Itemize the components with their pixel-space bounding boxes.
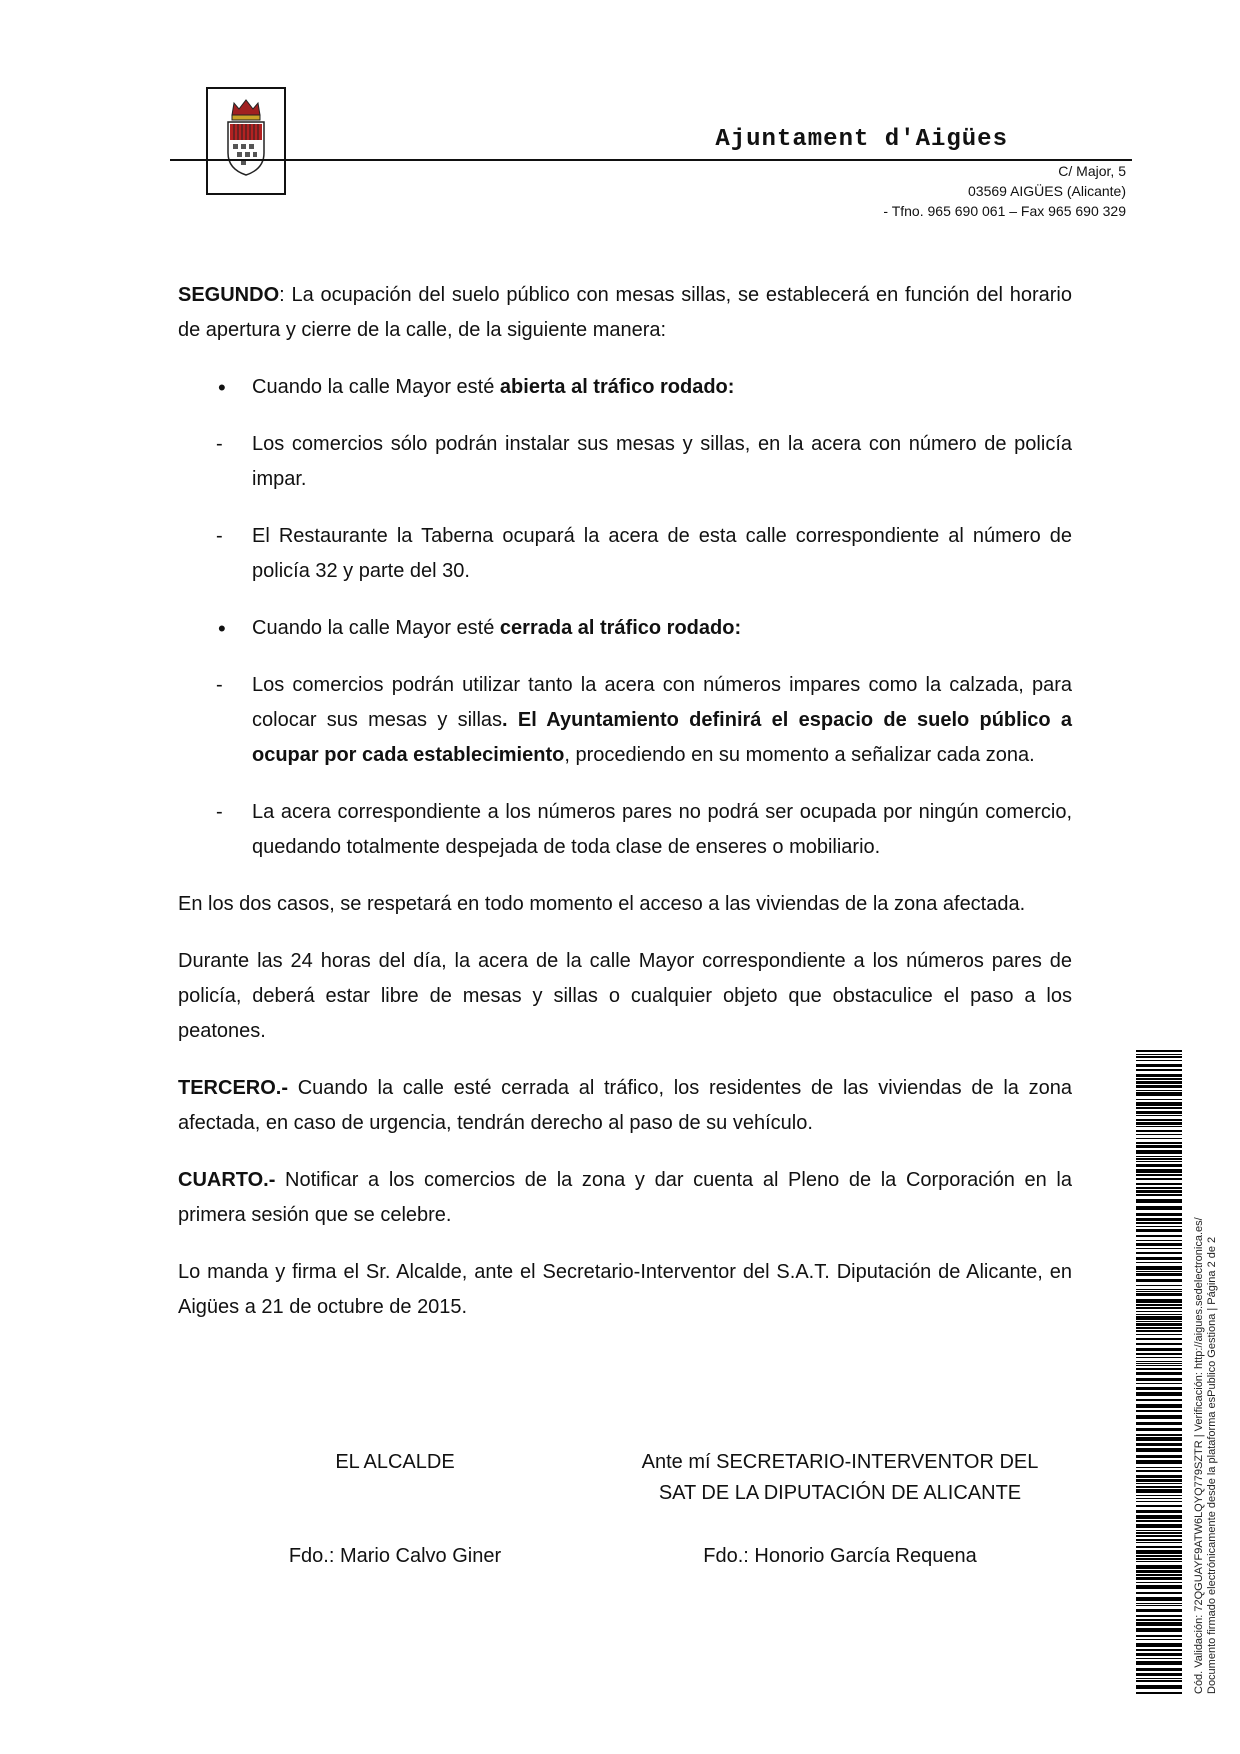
barcode-bar — [1136, 1515, 1182, 1519]
barcode-bar — [1136, 1542, 1182, 1543]
paragraph-segundo — [178, 278, 1072, 348]
barcode-bar — [1136, 1257, 1182, 1260]
barcode-bar — [1136, 1273, 1182, 1276]
barcode-bar — [1136, 1126, 1182, 1127]
dash-marker: - — [216, 674, 223, 696]
signature-title-secretary-line2: SAT DE LA DIPUTACIÓN DE ALICANTE — [658, 1482, 1022, 1504]
dash-marker: - — [216, 801, 223, 823]
dash-item-taberna — [178, 519, 1072, 589]
label-segundo: SEGUNDO — [178, 284, 280, 306]
barcode-bar — [1136, 1119, 1182, 1121]
barcode-bar — [1136, 1327, 1182, 1329]
barcode-bar — [1136, 1678, 1182, 1679]
barcode-bar — [1136, 1495, 1182, 1496]
barcode-bar — [1136, 1489, 1182, 1493]
barcode-bar — [1136, 1107, 1182, 1109]
barcode-bar — [1136, 1558, 1182, 1560]
barcode-bar — [1136, 1085, 1182, 1088]
barcode-bar — [1136, 1455, 1182, 1458]
barcode-bar — [1136, 1240, 1182, 1241]
barcode-bar — [1136, 1486, 1182, 1488]
barcode-bar — [1136, 1479, 1182, 1482]
signature-title-mayor: EL ALCALDE — [335, 1451, 455, 1473]
verification-code: Cód. Validación: 72QGUAYF9ATW6LQYQ779SZTR | Verificación: http://aigues.sedelectronica.es/ — [1193, 1217, 1205, 1694]
barcode-bar — [1136, 1271, 1182, 1272]
dash-marker: - — [216, 433, 223, 455]
label-tercero: TERCERO.- — [178, 1077, 288, 1099]
municipal-crest — [206, 87, 286, 195]
barcode-bar — [1136, 1383, 1182, 1384]
barcode-bar — [1136, 1334, 1182, 1335]
address-phone-fax: - Tfno. 965 690 061 – Fax 965 690 329 — [883, 203, 1126, 219]
barcode-bar — [1136, 1060, 1182, 1061]
signature-name-mayor: Fdo.: Mario Calvo Giner — [288, 1545, 502, 1567]
barcode-bar — [1136, 1348, 1182, 1351]
signature-title-secretary-line1: Ante mí SECRETARIO-INTERVENTOR DEL — [641, 1451, 1039, 1473]
barcode-bar — [1136, 1353, 1182, 1355]
barcode-bar — [1136, 1183, 1182, 1185]
address-postal: 03569 AIGÜES (Alicante) — [968, 183, 1126, 199]
barcode-bar — [1136, 1622, 1182, 1626]
barcode-bar — [1136, 1399, 1182, 1401]
barcode-bar — [1136, 1658, 1182, 1659]
barcode-bar — [1136, 1680, 1182, 1682]
barcode-bar — [1136, 1307, 1182, 1309]
barcode-bar — [1136, 1304, 1182, 1306]
address-street: C/ Major, 5 — [1058, 163, 1126, 179]
barcode-bar — [1136, 1570, 1182, 1573]
barcode-bar — [1136, 1498, 1182, 1499]
barcode-bar — [1136, 1404, 1182, 1408]
document-body — [178, 278, 1072, 1347]
dash-text-pares: La acera correspondiente a los números pares no podrá ser ocupada por ningún comercio, quedando totalmente despejada de toda clase de enseres o mobiliario. — [252, 801, 1072, 858]
dash-item-impar — [178, 427, 1072, 497]
barcode-bar — [1136, 1378, 1182, 1381]
coat-of-arms-icon — [208, 89, 284, 193]
barcode-bar — [1136, 1392, 1182, 1396]
barcode-bar — [1136, 1365, 1182, 1366]
barcode-bar — [1136, 1222, 1182, 1224]
paragraph-cuarto — [178, 1163, 1072, 1233]
barcode-bar — [1136, 1262, 1182, 1263]
bullet-text-closed: Cuando la calle Mayor esté — [252, 617, 500, 639]
barcode-bar — [1136, 1605, 1182, 1606]
barcode-bar — [1136, 1387, 1182, 1390]
barcode-bar — [1136, 1111, 1182, 1114]
barcode-bar — [1136, 1415, 1182, 1419]
bullet-bold-closed: cerrada al tráfico rodado: — [499, 617, 742, 639]
barcode-bar — [1136, 1437, 1182, 1441]
barcode-bar — [1136, 1229, 1182, 1232]
barcode-bar — [1136, 1510, 1182, 1513]
address-block — [883, 161, 1126, 221]
barcode-bar — [1136, 1609, 1182, 1612]
barcode-bar — [1136, 1323, 1182, 1326]
barcode-bar — [1136, 1321, 1182, 1322]
barcode-bar — [1136, 1115, 1182, 1116]
barcode-bar — [1136, 1064, 1182, 1067]
barcode-bar — [1136, 1078, 1182, 1080]
barcode-bar — [1136, 1501, 1182, 1502]
barcode-bar — [1136, 1483, 1182, 1484]
barcode-bar — [1136, 1199, 1182, 1203]
bullet-text-open: Cuando la calle Mayor esté — [252, 376, 500, 398]
verification-platform: Documento firmado electrónicamente desde la plataforma esPublico Gestiona | Página 2 de 2 — [1206, 1236, 1218, 1694]
barcode-bar — [1136, 1289, 1182, 1290]
barcode-bar — [1136, 1550, 1182, 1554]
barcode-bar — [1136, 1299, 1182, 1303]
barcode-bar — [1136, 1213, 1182, 1216]
bullet-item-open — [178, 370, 1072, 405]
signature-name-secretary: Fdo.: Honorio García Requena — [703, 1545, 977, 1567]
bullet-icon: • — [218, 375, 226, 400]
label-cuarto: CUARTO.- — [178, 1169, 276, 1191]
barcode-bar — [1136, 1372, 1182, 1375]
barcode-bar — [1136, 1628, 1182, 1632]
barcode-bar — [1136, 1314, 1182, 1315]
paragraph-tercero — [178, 1071, 1072, 1141]
barcode-bar — [1136, 1164, 1182, 1167]
barcode-bar — [1136, 1158, 1182, 1160]
barcode-bar — [1136, 1235, 1182, 1237]
barcode-bar — [1136, 1122, 1182, 1125]
barcode-bar — [1136, 1243, 1182, 1246]
text-segundo: : La ocupación del suelo público con mesas sillas, se establecerá en función del horario de apertura y cierre de la calle, de la siguiente manera: — [178, 284, 1072, 341]
paragraph-dos-casos: En los dos casos, se respetará en todo momento el acceso a las viviendas de la zona afectada. — [178, 893, 1026, 915]
barcode-bar — [1136, 1685, 1182, 1689]
bullet-item-closed — [178, 611, 1072, 646]
barcode-bar — [1136, 1138, 1182, 1139]
barcode-bar — [1136, 1603, 1182, 1604]
barcode-bar — [1136, 1574, 1182, 1576]
barcode-bar — [1136, 1668, 1182, 1671]
bullet-bold-open: abierta al tráfico rodado: — [499, 376, 735, 398]
text-tercero: Cuando la calle esté cerrada al tráfico, los residentes de las viviendas de la zona afectada, en caso de urgencia, tendrán derecho al paso de su vehículo. — [178, 1077, 1072, 1134]
dash-item-calzada — [178, 668, 1072, 773]
barcode-bar — [1136, 1410, 1182, 1412]
barcode-bar — [1136, 1643, 1182, 1647]
barcode-bar — [1136, 1194, 1182, 1196]
barcode-bar — [1136, 1363, 1182, 1364]
barcode-bar — [1136, 1226, 1182, 1227]
barcode-bar — [1136, 1615, 1182, 1617]
barcode-bar — [1136, 1056, 1182, 1058]
barcode-bar — [1136, 1252, 1182, 1254]
barcode-bar — [1136, 1090, 1182, 1091]
barcode-icon — [1136, 1050, 1182, 1696]
barcode-bar — [1136, 1218, 1182, 1221]
barcode-bar — [1136, 1190, 1182, 1193]
barcode-bar — [1136, 1524, 1182, 1528]
barcode-bar — [1136, 1206, 1182, 1210]
barcode-bar — [1136, 1539, 1182, 1541]
barcode-bar — [1136, 1592, 1182, 1594]
barcode-bar — [1136, 1535, 1182, 1537]
verification-footer — [1193, 1054, 1219, 1694]
barcode-bar — [1136, 1248, 1182, 1249]
barcode-bar — [1136, 1291, 1182, 1292]
barcode-bar — [1136, 1169, 1182, 1173]
barcode-bar — [1136, 1099, 1182, 1100]
dash-text-taberna: El Restaurante la Taberna ocupará la acera de esta calle correspondiente al número de policía 32 y parte del 30. — [252, 525, 1072, 582]
barcode-bar — [1136, 1156, 1182, 1157]
organization-name: Ajuntament d'Aigües — [715, 126, 1008, 153]
barcode-bar — [1136, 1357, 1182, 1358]
barcode-bar — [1136, 1597, 1182, 1601]
barcode-bar — [1136, 1161, 1182, 1162]
barcode-bar — [1136, 1187, 1182, 1189]
barcode-bar — [1136, 1561, 1182, 1562]
paragraph-24-horas: Durante las 24 horas del día, la acera de la calle Mayor correspondiente a los números pares de policía, deberá estar libre de mesas y sillas o cualquier objeto que obstaculice el paso a los peatones. — [178, 950, 1072, 1042]
barcode-bar — [1136, 1470, 1182, 1472]
barcode-bar — [1136, 1050, 1182, 1052]
text-cuarto: Notificar a los comercios de la zona y dar cuenta al Pleno de la Corporación en la primera sesión que se celebre. — [178, 1169, 1072, 1226]
barcode-bar — [1136, 1428, 1182, 1431]
barcode-bar — [1136, 1565, 1182, 1569]
barcode-bar — [1136, 1475, 1182, 1478]
barcode-bar — [1136, 1142, 1182, 1144]
barcode-bar — [1136, 1422, 1182, 1425]
barcode-bar — [1136, 1368, 1182, 1370]
barcode-bar — [1136, 1434, 1182, 1436]
barcode-bar — [1136, 1150, 1182, 1154]
barcode-bar — [1136, 1448, 1182, 1452]
barcode-bar — [1136, 1145, 1182, 1148]
barcode-bar — [1136, 1266, 1182, 1270]
barcode-bar — [1136, 1639, 1182, 1640]
barcode-bar — [1136, 1585, 1182, 1589]
dash-bold-ayuntamiento: . El Ayuntamiento definirá el espacio de suelo público a ocupar por cada establecimiento — [252, 709, 1072, 766]
paragraph-closing: Lo manda y firma el Sr. Alcalde, ante el Secretario-Interventor del S.A.T. Diputación de Alicante, en Aigües a 21 de octubre de 2015. — [178, 1261, 1072, 1318]
barcode-bar — [1136, 1692, 1182, 1694]
barcode-bar — [1136, 1555, 1182, 1557]
barcode-bar — [1136, 1311, 1182, 1312]
barcode-bar — [1136, 1520, 1182, 1522]
barcode-bar — [1136, 1460, 1182, 1464]
barcode-bar — [1136, 1505, 1182, 1507]
barcode-bar — [1136, 1661, 1182, 1665]
barcode-bar — [1136, 1293, 1182, 1296]
barcode-bar — [1136, 1092, 1182, 1096]
dash-text-impar: Los comercios sólo podrán instalar sus mesas y sillas, en la acera con número de policía impar. — [252, 433, 1072, 490]
barcode-bar — [1136, 1577, 1182, 1580]
barcode-bar — [1136, 1338, 1182, 1340]
barcode-bar — [1136, 1102, 1182, 1106]
barcode-bar — [1136, 1619, 1182, 1621]
dash-text-calzada: Los comercios podrán utilizar tanto la acera con números impares como la calzada, para colocar sus mesas y sillas — [252, 674, 1072, 731]
barcode-bar — [1136, 1635, 1182, 1637]
barcode-bar — [1136, 1054, 1182, 1055]
barcode-bar — [1136, 1582, 1182, 1583]
barcode-bar — [1136, 1361, 1182, 1362]
barcode-bar — [1136, 1130, 1182, 1132]
dash-item-pares — [178, 795, 1072, 865]
dash-marker: - — [216, 525, 223, 547]
signature-title-secretary — [606, 1447, 1074, 1509]
barcode-bar — [1136, 1069, 1182, 1071]
barcode-bar — [1136, 1134, 1182, 1135]
barcode-bar — [1136, 1343, 1182, 1345]
barcode-bar — [1136, 1081, 1182, 1084]
barcode-bar — [1136, 1673, 1182, 1676]
barcode-bar — [1136, 1532, 1182, 1534]
dash-tail-calzada: , procediendo en su momento a señalizar cada zona. — [564, 744, 1035, 766]
barcode-bar — [1136, 1279, 1182, 1282]
barcode-bar — [1136, 1546, 1182, 1548]
barcode-bar — [1136, 1653, 1182, 1656]
barcode-bar — [1136, 1649, 1182, 1651]
bullet-icon: • — [218, 616, 226, 641]
barcode-bar — [1136, 1330, 1182, 1332]
barcode-bar — [1136, 1467, 1182, 1468]
barcode-bar — [1136, 1174, 1182, 1176]
barcode-bar — [1136, 1285, 1182, 1286]
barcode-bar — [1136, 1530, 1182, 1531]
barcode-bar — [1136, 1074, 1182, 1077]
barcode-bar — [1136, 1316, 1182, 1320]
barcode-bar — [1136, 1178, 1182, 1180]
barcode-bar — [1136, 1443, 1182, 1446]
